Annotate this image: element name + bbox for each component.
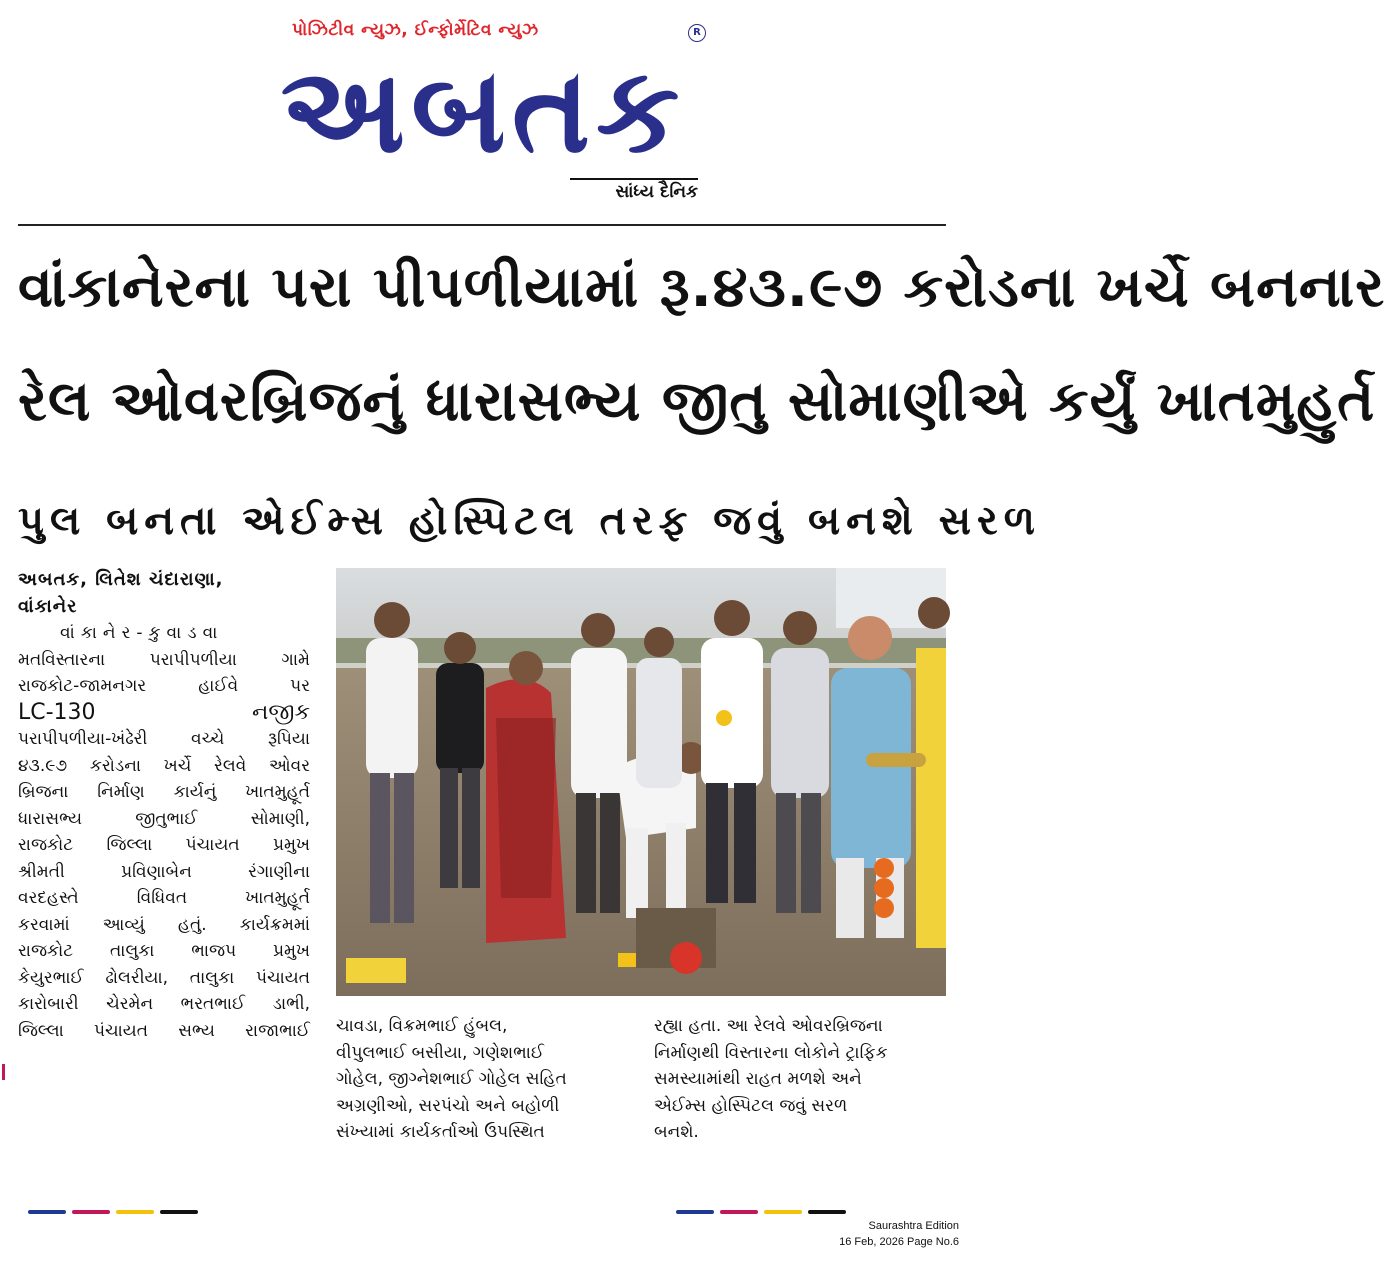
swatch [764, 1210, 802, 1214]
swatch [116, 1210, 154, 1214]
newspaper-logo: અબતક [280, 41, 686, 179]
text-line: મતવિસ્તારના પરાપીપળીયા ગામે [18, 649, 310, 670]
swatch [676, 1210, 714, 1214]
swatch [72, 1210, 110, 1214]
masthead [0, 0, 969, 215]
text-line: બનશે. [654, 1122, 699, 1142]
text-line: રાજકોટ તાલુકા ભાજપ પ્રમુખ [18, 941, 310, 961]
swatch [28, 1210, 66, 1214]
text-line: જિલ્લા પંચાયત સભ્ય રાજાભાઈ [18, 1020, 310, 1041]
text-line: વીપુલભાઈ બસીયા, ગણેશભાઈ [336, 1042, 545, 1063]
edition-label: Saurashtra Edition [868, 1220, 959, 1232]
text-line: પરાપીપળીયા-ખંઢેરી વચ્ચે રૂપિયા [18, 729, 310, 749]
text-line: LC-130 નજીક [18, 699, 310, 725]
text-line: એઈમ્સ હોસ્પિટલ જવું સરળ [654, 1095, 848, 1116]
text-line: રહ્યા હતા. આ રેલવે ઓવરબ્રિજના [654, 1016, 883, 1036]
date-page-label: 16 Feb, 2026 Page No.6 [839, 1236, 959, 1248]
article-column-3 [654, 1013, 946, 1146]
text-line: ગોહેલ, જીગ્નેશભાઈ ગોહેલ સહિત [336, 1069, 567, 1089]
text-line: નિર્માણથી વિસ્તારના લોકોને ટ્રાફિક [654, 1042, 888, 1063]
text-line: બ્રિજના નિર્માણ કાર્યનું ખાતમુહૂર્ત [18, 782, 310, 802]
text-line: કારોબારી ચેરમેન ભરતભાઈ ડાભી, [18, 994, 310, 1014]
swatch [720, 1210, 758, 1214]
article-column-1 [18, 567, 310, 1044]
footer-info [739, 1218, 959, 1250]
text-line: રાજકોટ જિલ્લા પંચાયત પ્રમુખ [18, 835, 310, 855]
text-line: કેયુરભાઈ ઢોલરીયા, તાલુકા પંચાયત [18, 967, 310, 988]
text-line: વાંકાનેર-કુવાડવા [60, 623, 224, 643]
text-line: શ્રીમતી પ્રવિણાબેન રંગાણીના [18, 861, 310, 882]
text-line: ૪૩.૯૭ કરોડના ખર્ચે રેલવે ઓવર [18, 755, 310, 776]
text-line: રાજકોટ-જામનગર હાઈવે પર [18, 676, 310, 696]
byline-line-2: વાંકાનેર [18, 595, 78, 617]
byline-line-1: અબતક, લિતેશ ચંદારાણા, [18, 569, 224, 590]
byline [18, 567, 310, 620]
margin-color-mark [2, 1064, 5, 1080]
masthead-tagline: પોઝિટીવ ન્યુઝ, ઈન્ફોર્મેટિવ ન્યુઝ [292, 20, 539, 40]
article-column-2 [336, 1013, 628, 1146]
text-line: અગ્રણીઓ, સરપંચો અને બહોળી [336, 1095, 560, 1116]
groundbreaking-ceremony-photo [336, 568, 946, 996]
text-line: વરદહસ્તે વિધિવત ખાતમુહૂર્ત [18, 888, 310, 908]
registered-trademark-icon: R [688, 24, 706, 42]
color-registration-left [28, 1210, 228, 1214]
masthead-divider [18, 224, 946, 226]
color-registration-right [676, 1210, 876, 1214]
text-line: સમસ્યામાંથી રાહત મળશે અને [654, 1069, 862, 1089]
headline-line-2: રેલ ઓવરબ્રિજનું ધારાસભ્ય જીતુ સોમાણીએ કર્યું ખાતમુહુર્ત [18, 369, 1376, 434]
article-photo [336, 568, 946, 996]
edition-type-label: સાંધ્ય દૈનિક [570, 178, 698, 202]
column-1-body [18, 620, 310, 1044]
text-line: સંખ્યામાં કાર્યકર્તાઓ ઉપસ્થિત [336, 1122, 545, 1142]
swatch [160, 1210, 198, 1214]
subheadline: પુલ બનતા એઈમ્સ હોસ્પિટલ તરફ જવું બનશે સરળ [18, 498, 1041, 544]
swatch [808, 1210, 846, 1214]
headline-line-1: વાંકાનેરના પરા પીપળીયામાં રૂ.૪૩.૯૭ કરોડના ખર્ચે બનનાર [18, 255, 1385, 320]
text-line: કરવામાં આવ્યું હતું. કાર્યક્રમમાં [18, 914, 310, 935]
text-line: ધારાસભ્ય જીતુભાઈ સોમાણી, [18, 808, 310, 829]
text-line: ચાવડા, વિક્રમભાઈ હુંબલ, [336, 1016, 508, 1036]
